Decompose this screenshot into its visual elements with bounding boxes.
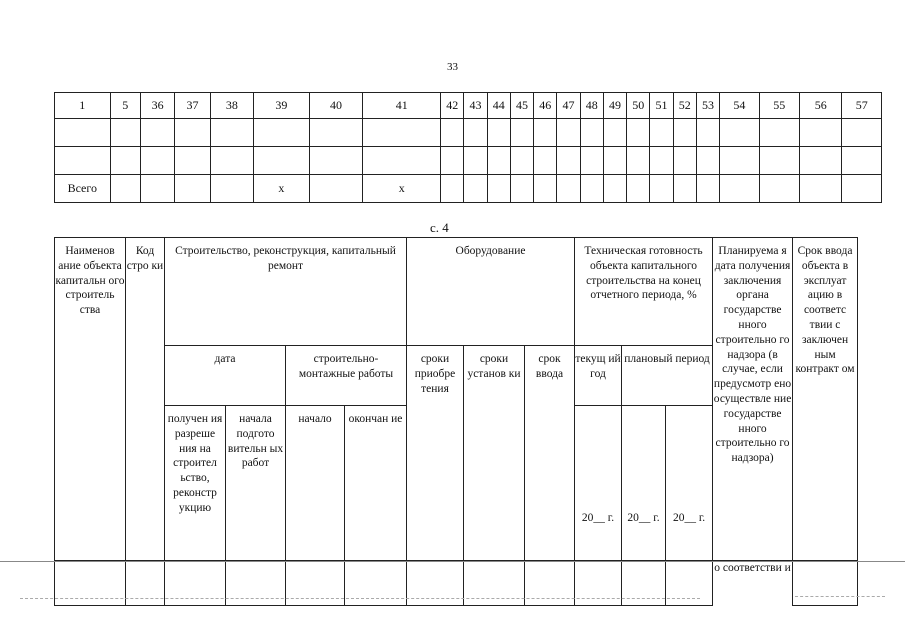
current-year-header: текущ ий год — [575, 346, 622, 406]
column-number: 39 — [254, 93, 310, 119]
column-number: 1 — [55, 93, 111, 119]
cmr-header: строительно-монтажные работы — [286, 346, 407, 406]
deadline-header: Срок ввода объекта в эксплуат ацию в соответс твии с заключен ным контракт ом — [793, 238, 858, 561]
scan-line — [20, 598, 700, 599]
column-number: 42 — [441, 93, 464, 119]
page-number: 33 — [447, 61, 458, 73]
column-number: 56 — [800, 93, 842, 119]
column-number: 57 — [842, 93, 882, 119]
planned-date-continuation: о соответстви и — [713, 561, 793, 606]
permit-date-header: получен ия разреше ния на строител ьство, реконстр укцию — [165, 406, 226, 561]
table-continuation — [54, 92, 882, 203]
column-number: 53 — [696, 93, 719, 119]
construction-header: Строительство, реконструкция, капитальный ремонт — [165, 238, 407, 346]
planned-date-header: Планируема я дата получения заключения органа государстве нного строительно го надзора (в случае, если предусмотр ено осуществле ние государстве нного строительно го надзора) — [713, 238, 793, 561]
column-number: 54 — [720, 93, 759, 119]
equipment-header: Оборудование — [407, 238, 575, 346]
input-date-header: срок ввода — [525, 346, 575, 561]
plan-period-header: плановый период — [622, 346, 713, 406]
start-header: начало — [286, 406, 345, 561]
install-dates-header: сроки установ ки — [464, 346, 525, 561]
scan-line — [795, 596, 885, 597]
column-number: 49 — [603, 93, 626, 119]
column-number: 41 — [363, 93, 441, 119]
column-number: 37 — [175, 93, 210, 119]
total-col39: x — [254, 175, 310, 203]
section-label: с. 4 — [430, 220, 449, 235]
column-number: 51 — [650, 93, 673, 119]
column-number: 48 — [580, 93, 603, 119]
year-header-plan-1: 20__ г. — [622, 406, 666, 561]
line-code-header: Код стро ки — [126, 238, 165, 561]
prep-works-start-header: начала подгото вительн ых работ — [226, 406, 286, 561]
column-number: 43 — [464, 93, 487, 119]
year-header-plan-2: 20__ г. — [666, 406, 713, 561]
finish-header: окончан ие — [345, 406, 407, 561]
total-row — [55, 175, 882, 203]
column-number: 52 — [673, 93, 696, 119]
column-number: 36 — [140, 93, 174, 119]
year-header-current: 20__ г. — [575, 406, 622, 561]
table-row — [55, 119, 882, 147]
purchase-dates-header: сроки приобре тения — [407, 346, 464, 561]
column-number: 46 — [534, 93, 557, 119]
column-number: 5 — [110, 93, 140, 119]
readiness-header: Техническая готовность объекта капитального строительства на конец отчетного периода, % — [575, 238, 713, 346]
column-number: 38 — [210, 93, 253, 119]
total-label: Всего — [55, 175, 111, 203]
column-number: 40 — [309, 93, 363, 119]
column-number: 47 — [557, 93, 580, 119]
column-number: 45 — [510, 93, 533, 119]
scan-line — [0, 561, 905, 562]
column-number: 50 — [627, 93, 650, 119]
total-col41: x — [363, 175, 441, 203]
column-number-row — [55, 93, 882, 119]
capital-construction-table — [54, 237, 858, 606]
table-row — [55, 147, 882, 175]
object-name-header: Наименов ание объекта капитальн ого строитель ства — [55, 238, 126, 561]
column-number: 55 — [759, 93, 799, 119]
column-number: 44 — [487, 93, 510, 119]
date-header: дата — [165, 346, 286, 406]
